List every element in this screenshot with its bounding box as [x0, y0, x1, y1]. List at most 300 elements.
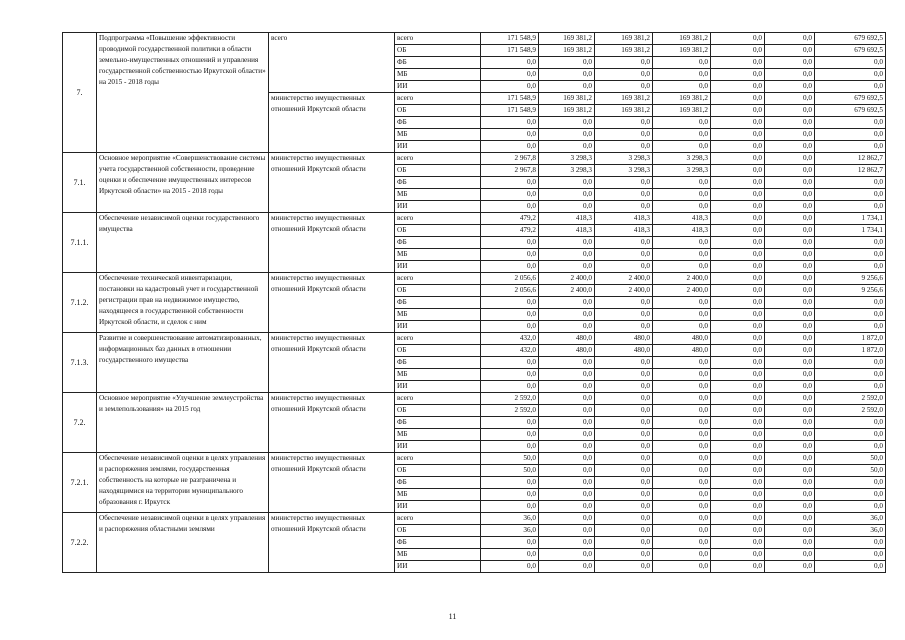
amount-cell: 0,0: [711, 105, 765, 117]
amount-cell: 0,0: [815, 69, 886, 81]
amount-cell: 479,2: [481, 225, 539, 237]
amount-cell: 0,0: [481, 309, 539, 321]
amount-cell: 0,0: [765, 69, 815, 81]
funding-source: ОБ: [395, 105, 481, 117]
amount-cell: 0,0: [711, 441, 765, 453]
amount-cell: 0,0: [595, 417, 653, 429]
amount-cell: 0,0: [539, 465, 595, 477]
amount-cell: 0,0: [653, 117, 711, 129]
amount-cell: 0,0: [711, 153, 765, 165]
amount-cell: 0,0: [595, 141, 653, 153]
amount-cell: 0,0: [815, 177, 886, 189]
amount-cell: 0,0: [539, 69, 595, 81]
amount-cell: 0,0: [539, 357, 595, 369]
amount-cell: 169 381,2: [539, 93, 595, 105]
amount-cell: 0,0: [653, 129, 711, 141]
amount-cell: 0,0: [539, 141, 595, 153]
funding-source: всего: [395, 273, 481, 285]
funding-source: всего: [395, 393, 481, 405]
amount-cell: 0,0: [765, 465, 815, 477]
amount-cell: 0,0: [815, 369, 886, 381]
amount-cell: 2 400,0: [595, 273, 653, 285]
funding-source: всего: [395, 33, 481, 45]
funding-source: ИИ: [395, 321, 481, 333]
funding-source: ФБ: [395, 357, 481, 369]
amount-cell: 418,3: [539, 213, 595, 225]
amount-cell: 0,0: [711, 141, 765, 153]
funding-source: ИИ: [395, 441, 481, 453]
page-number: 11: [448, 612, 457, 621]
amount-cell: 0,0: [711, 345, 765, 357]
amount-cell: 0,0: [765, 153, 815, 165]
amount-cell: 0,0: [481, 561, 539, 573]
amount-cell: 0,0: [595, 525, 653, 537]
amount-cell: 0,0: [481, 369, 539, 381]
amount-cell: 0,0: [765, 333, 815, 345]
amount-cell: 0,0: [539, 441, 595, 453]
amount-cell: 0,0: [653, 417, 711, 429]
amount-cell: 0,0: [815, 429, 886, 441]
amount-cell: 0,0: [765, 165, 815, 177]
amount-cell: 0,0: [653, 561, 711, 573]
amount-cell: 0,0: [653, 489, 711, 501]
amount-cell: 0,0: [815, 321, 886, 333]
amount-cell: 0,0: [595, 177, 653, 189]
amount-cell: 0,0: [595, 561, 653, 573]
funding-source: всего: [395, 333, 481, 345]
item-name: Обеспечение независимой оценки в целях управления и распоряжения областными землями: [97, 513, 269, 573]
funding-source: МБ: [395, 369, 481, 381]
funding-source: ОБ: [395, 345, 481, 357]
amount-cell: 9 256,6: [815, 285, 886, 297]
amount-cell: 0,0: [765, 441, 815, 453]
amount-cell: 0,0: [711, 33, 765, 45]
funding-source: ИИ: [395, 381, 481, 393]
funding-source: ФБ: [395, 57, 481, 69]
amount-cell: 0,0: [595, 57, 653, 69]
funding-source: всего: [395, 93, 481, 105]
funding-source: ИИ: [395, 81, 481, 93]
amount-cell: 0,0: [815, 141, 886, 153]
item-number: 7.1.3.: [63, 333, 97, 393]
funding-source: ОБ: [395, 165, 481, 177]
amount-cell: 679 692,5: [815, 45, 886, 57]
amount-cell: 0,0: [711, 537, 765, 549]
amount-cell: 0,0: [711, 213, 765, 225]
amount-cell: 0,0: [711, 477, 765, 489]
amount-cell: 0,0: [653, 321, 711, 333]
amount-cell: 0,0: [711, 249, 765, 261]
amount-cell: 0,0: [653, 309, 711, 321]
amount-cell: 0,0: [539, 369, 595, 381]
amount-cell: 0,0: [539, 237, 595, 249]
amount-cell: 0,0: [765, 429, 815, 441]
amount-cell: 0,0: [481, 477, 539, 489]
amount-cell: 0,0: [595, 189, 653, 201]
amount-cell: 479,2: [481, 213, 539, 225]
funding-source: ФБ: [395, 477, 481, 489]
amount-cell: 0,0: [653, 537, 711, 549]
amount-cell: 0,0: [765, 369, 815, 381]
amount-cell: 0,0: [653, 297, 711, 309]
amount-cell: 0,0: [539, 201, 595, 213]
amount-cell: 0,0: [711, 489, 765, 501]
amount-cell: 0,0: [595, 369, 653, 381]
amount-cell: 0,0: [481, 321, 539, 333]
funding-source: МБ: [395, 429, 481, 441]
amount-cell: 0,0: [711, 501, 765, 513]
amount-cell: 0,0: [653, 189, 711, 201]
amount-cell: 0,0: [595, 117, 653, 129]
amount-cell: 0,0: [481, 261, 539, 273]
amount-cell: 0,0: [539, 417, 595, 429]
amount-cell: 0,0: [595, 537, 653, 549]
funding-source: ФБ: [395, 237, 481, 249]
amount-cell: 0,0: [539, 81, 595, 93]
table-row: [63, 513, 886, 525]
amount-cell: 0,0: [481, 537, 539, 549]
amount-cell: 0,0: [481, 69, 539, 81]
amount-cell: 0,0: [595, 69, 653, 81]
item-number: 7.: [63, 33, 97, 153]
amount-cell: 0,0: [539, 513, 595, 525]
amount-cell: 2 967,8: [481, 165, 539, 177]
funding-source: ОБ: [395, 465, 481, 477]
amount-cell: 0,0: [765, 117, 815, 129]
amount-cell: 0,0: [653, 441, 711, 453]
amount-cell: 0,0: [765, 525, 815, 537]
amount-cell: 3 298,3: [539, 165, 595, 177]
amount-cell: 169 381,2: [653, 105, 711, 117]
amount-cell: 0,0: [539, 249, 595, 261]
amount-cell: 0,0: [653, 381, 711, 393]
amount-cell: 0,0: [765, 297, 815, 309]
funding-source: МБ: [395, 69, 481, 81]
amount-cell: 50,0: [815, 453, 886, 465]
amount-cell: 169 381,2: [595, 45, 653, 57]
amount-cell: 0,0: [653, 69, 711, 81]
amount-cell: 0,0: [653, 525, 711, 537]
amount-cell: 418,3: [595, 213, 653, 225]
amount-cell: 0,0: [815, 129, 886, 141]
amount-cell: 0,0: [711, 261, 765, 273]
amount-cell: 171 548,9: [481, 105, 539, 117]
item-number: 7.2.: [63, 393, 97, 453]
item-number: 7.1.: [63, 153, 97, 213]
amount-cell: 0,0: [595, 513, 653, 525]
amount-cell: 0,0: [711, 513, 765, 525]
responsible-executor: министерство имущественных отношений Иркутской области: [269, 93, 395, 153]
amount-cell: 0,0: [595, 261, 653, 273]
amount-cell: 0,0: [539, 321, 595, 333]
amount-cell: 0,0: [765, 33, 815, 45]
amount-cell: 0,0: [765, 141, 815, 153]
amount-cell: 2 056,6: [481, 273, 539, 285]
amount-cell: 418,3: [653, 213, 711, 225]
amount-cell: 2 592,0: [481, 393, 539, 405]
amount-cell: 0,0: [711, 381, 765, 393]
amount-cell: 0,0: [765, 81, 815, 93]
amount-cell: 0,0: [711, 405, 765, 417]
budget-table-body: [63, 33, 886, 573]
amount-cell: 50,0: [815, 465, 886, 477]
amount-cell: 169 381,2: [653, 33, 711, 45]
amount-cell: 0,0: [765, 225, 815, 237]
amount-cell: 0,0: [653, 501, 711, 513]
amount-cell: 2 967,8: [481, 153, 539, 165]
amount-cell: 0,0: [539, 501, 595, 513]
amount-cell: 0,0: [481, 81, 539, 93]
amount-cell: 0,0: [653, 261, 711, 273]
funding-source: ФБ: [395, 537, 481, 549]
amount-cell: 0,0: [653, 465, 711, 477]
amount-cell: 0,0: [765, 249, 815, 261]
amount-cell: 0,0: [539, 261, 595, 273]
amount-cell: 2 400,0: [653, 285, 711, 297]
amount-cell: 0,0: [765, 285, 815, 297]
amount-cell: 0,0: [539, 297, 595, 309]
table-row: [63, 33, 886, 45]
amount-cell: 0,0: [815, 417, 886, 429]
amount-cell: 0,0: [711, 525, 765, 537]
amount-cell: 480,0: [653, 345, 711, 357]
amount-cell: 0,0: [765, 357, 815, 369]
amount-cell: 679 692,5: [815, 105, 886, 117]
funding-source: МБ: [395, 309, 481, 321]
amount-cell: 0,0: [539, 189, 595, 201]
amount-cell: 0,0: [765, 549, 815, 561]
amount-cell: 0,0: [711, 453, 765, 465]
table-row: [63, 333, 886, 345]
amount-cell: 432,0: [481, 333, 539, 345]
amount-cell: 3 298,3: [595, 165, 653, 177]
funding-source: ИИ: [395, 561, 481, 573]
amount-cell: 0,0: [539, 129, 595, 141]
amount-cell: 0,0: [765, 453, 815, 465]
amount-cell: 0,0: [539, 489, 595, 501]
amount-cell: 0,0: [765, 381, 815, 393]
amount-cell: 480,0: [595, 333, 653, 345]
amount-cell: 0,0: [711, 57, 765, 69]
funding-source: ИИ: [395, 261, 481, 273]
amount-cell: 0,0: [711, 273, 765, 285]
amount-cell: 0,0: [481, 57, 539, 69]
amount-cell: 0,0: [539, 549, 595, 561]
amount-cell: 0,0: [595, 405, 653, 417]
amount-cell: 0,0: [815, 561, 886, 573]
amount-cell: 0,0: [815, 309, 886, 321]
amount-cell: 0,0: [595, 429, 653, 441]
amount-cell: 171 548,9: [481, 33, 539, 45]
amount-cell: 169 381,2: [653, 93, 711, 105]
amount-cell: 0,0: [539, 561, 595, 573]
amount-cell: 1 734,1: [815, 213, 886, 225]
funding-source: ФБ: [395, 177, 481, 189]
amount-cell: 50,0: [481, 465, 539, 477]
amount-cell: 432,0: [481, 345, 539, 357]
amount-cell: 0,0: [539, 525, 595, 537]
item-name: Подпрограмма «Повышение эффективности проводимой государственной политики в области земельно-имущественных отношений и управления государственной собственностью Иркутской области» на 2015 - 2018 годы: [97, 33, 269, 153]
amount-cell: 0,0: [481, 249, 539, 261]
amount-cell: 0,0: [815, 81, 886, 93]
amount-cell: 169 381,2: [595, 93, 653, 105]
amount-cell: 171 548,9: [481, 45, 539, 57]
amount-cell: 169 381,2: [595, 105, 653, 117]
amount-cell: 36,0: [481, 525, 539, 537]
amount-cell: 0,0: [765, 261, 815, 273]
amount-cell: 0,0: [595, 129, 653, 141]
amount-cell: 3 298,3: [653, 153, 711, 165]
amount-cell: 0,0: [765, 489, 815, 501]
amount-cell: 50,0: [481, 453, 539, 465]
amount-cell: 0,0: [653, 369, 711, 381]
amount-cell: 0,0: [595, 321, 653, 333]
amount-cell: 0,0: [815, 537, 886, 549]
amount-cell: 169 381,2: [539, 45, 595, 57]
amount-cell: 9 256,6: [815, 273, 886, 285]
amount-cell: 0,0: [653, 177, 711, 189]
amount-cell: 0,0: [481, 129, 539, 141]
amount-cell: 0,0: [481, 201, 539, 213]
amount-cell: 2 400,0: [539, 273, 595, 285]
item-number: 7.1.1.: [63, 213, 97, 273]
amount-cell: 0,0: [595, 81, 653, 93]
amount-cell: 0,0: [711, 561, 765, 573]
amount-cell: 0,0: [765, 189, 815, 201]
table-row: [63, 453, 886, 465]
amount-cell: 2 592,0: [481, 405, 539, 417]
amount-cell: 0,0: [711, 69, 765, 81]
amount-cell: 0,0: [595, 249, 653, 261]
funding-source: ФБ: [395, 297, 481, 309]
amount-cell: 0,0: [711, 297, 765, 309]
amount-cell: 679 692,5: [815, 33, 886, 45]
amount-cell: 0,0: [765, 477, 815, 489]
funding-source: всего: [395, 153, 481, 165]
amount-cell: 0,0: [481, 237, 539, 249]
amount-cell: 0,0: [539, 537, 595, 549]
amount-cell: 0,0: [481, 117, 539, 129]
item-number: 7.1.2.: [63, 273, 97, 333]
amount-cell: 480,0: [653, 333, 711, 345]
amount-cell: 0,0: [595, 357, 653, 369]
amount-cell: 169 381,2: [539, 105, 595, 117]
amount-cell: 0,0: [481, 381, 539, 393]
amount-cell: 0,0: [653, 453, 711, 465]
amount-cell: 0,0: [815, 441, 886, 453]
amount-cell: 0,0: [815, 489, 886, 501]
responsible-executor: всего: [269, 33, 395, 93]
amount-cell: 0,0: [653, 393, 711, 405]
funding-source: ОБ: [395, 45, 481, 57]
amount-cell: 2 592,0: [815, 393, 886, 405]
amount-cell: 0,0: [815, 201, 886, 213]
amount-cell: 171 548,9: [481, 93, 539, 105]
amount-cell: 480,0: [539, 333, 595, 345]
amount-cell: 0,0: [539, 405, 595, 417]
item-name: Обеспечение независимой оценки государственного имущества: [97, 213, 269, 273]
amount-cell: 0,0: [653, 249, 711, 261]
amount-cell: 0,0: [711, 357, 765, 369]
amount-cell: 0,0: [765, 45, 815, 57]
amount-cell: 0,0: [765, 237, 815, 249]
amount-cell: 1 734,1: [815, 225, 886, 237]
item-name: Основное мероприятие «Совершенствование системы учета государственной собственности, проведение оценки и обеспечение имущественных интересов Иркутской области» на 2015 - 2018 годы: [97, 153, 269, 213]
amount-cell: 0,0: [595, 549, 653, 561]
funding-source: ИИ: [395, 141, 481, 153]
table-row: [63, 153, 886, 165]
amount-cell: 0,0: [765, 513, 815, 525]
amount-cell: 0,0: [595, 201, 653, 213]
amount-cell: 169 381,2: [539, 33, 595, 45]
amount-cell: 0,0: [653, 429, 711, 441]
amount-cell: 0,0: [711, 225, 765, 237]
amount-cell: 0,0: [481, 429, 539, 441]
amount-cell: 0,0: [765, 537, 815, 549]
funding-source: всего: [395, 213, 481, 225]
amount-cell: 0,0: [711, 417, 765, 429]
funding-source: МБ: [395, 189, 481, 201]
amount-cell: 0,0: [815, 237, 886, 249]
funding-source: ИИ: [395, 501, 481, 513]
amount-cell: 3 298,3: [653, 165, 711, 177]
amount-cell: 0,0: [815, 261, 886, 273]
amount-cell: 0,0: [765, 273, 815, 285]
funding-source: ОБ: [395, 285, 481, 297]
amount-cell: 0,0: [595, 465, 653, 477]
table-row: [63, 273, 886, 285]
amount-cell: 36,0: [815, 525, 886, 537]
amount-cell: 0,0: [765, 57, 815, 69]
amount-cell: 0,0: [711, 189, 765, 201]
amount-cell: 418,3: [539, 225, 595, 237]
amount-cell: 0,0: [815, 477, 886, 489]
amount-cell: 0,0: [653, 57, 711, 69]
amount-cell: 0,0: [539, 429, 595, 441]
amount-cell: 3 298,3: [595, 153, 653, 165]
amount-cell: 0,0: [711, 81, 765, 93]
amount-cell: 0,0: [481, 489, 539, 501]
amount-cell: 3 298,3: [539, 153, 595, 165]
amount-cell: 0,0: [481, 417, 539, 429]
amount-cell: 0,0: [539, 177, 595, 189]
funding-source: ФБ: [395, 117, 481, 129]
amount-cell: 0,0: [595, 477, 653, 489]
amount-cell: 0,0: [481, 189, 539, 201]
amount-cell: 0,0: [595, 381, 653, 393]
amount-cell: 169 381,2: [653, 45, 711, 57]
funding-source: ОБ: [395, 225, 481, 237]
amount-cell: 0,0: [481, 549, 539, 561]
amount-cell: 0,0: [539, 57, 595, 69]
amount-cell: 0,0: [711, 93, 765, 105]
amount-cell: 0,0: [711, 369, 765, 381]
item-name: Развитие и совершенствование автоматизированных, информационных баз данных в отношении государственного имущества: [97, 333, 269, 393]
item-name: Основное мероприятие «Улучшение землеустройства и землепользования» на 2015 год: [97, 393, 269, 453]
amount-cell: 2 592,0: [815, 405, 886, 417]
amount-cell: 0,0: [539, 393, 595, 405]
funding-source: МБ: [395, 549, 481, 561]
amount-cell: 0,0: [481, 441, 539, 453]
amount-cell: 2 400,0: [539, 285, 595, 297]
amount-cell: 679 692,5: [815, 93, 886, 105]
amount-cell: 1 872,0: [815, 333, 886, 345]
amount-cell: 418,3: [595, 225, 653, 237]
amount-cell: 0,0: [653, 81, 711, 93]
amount-cell: 0,0: [481, 297, 539, 309]
table-row: [63, 393, 886, 405]
budget-table: [62, 32, 886, 573]
